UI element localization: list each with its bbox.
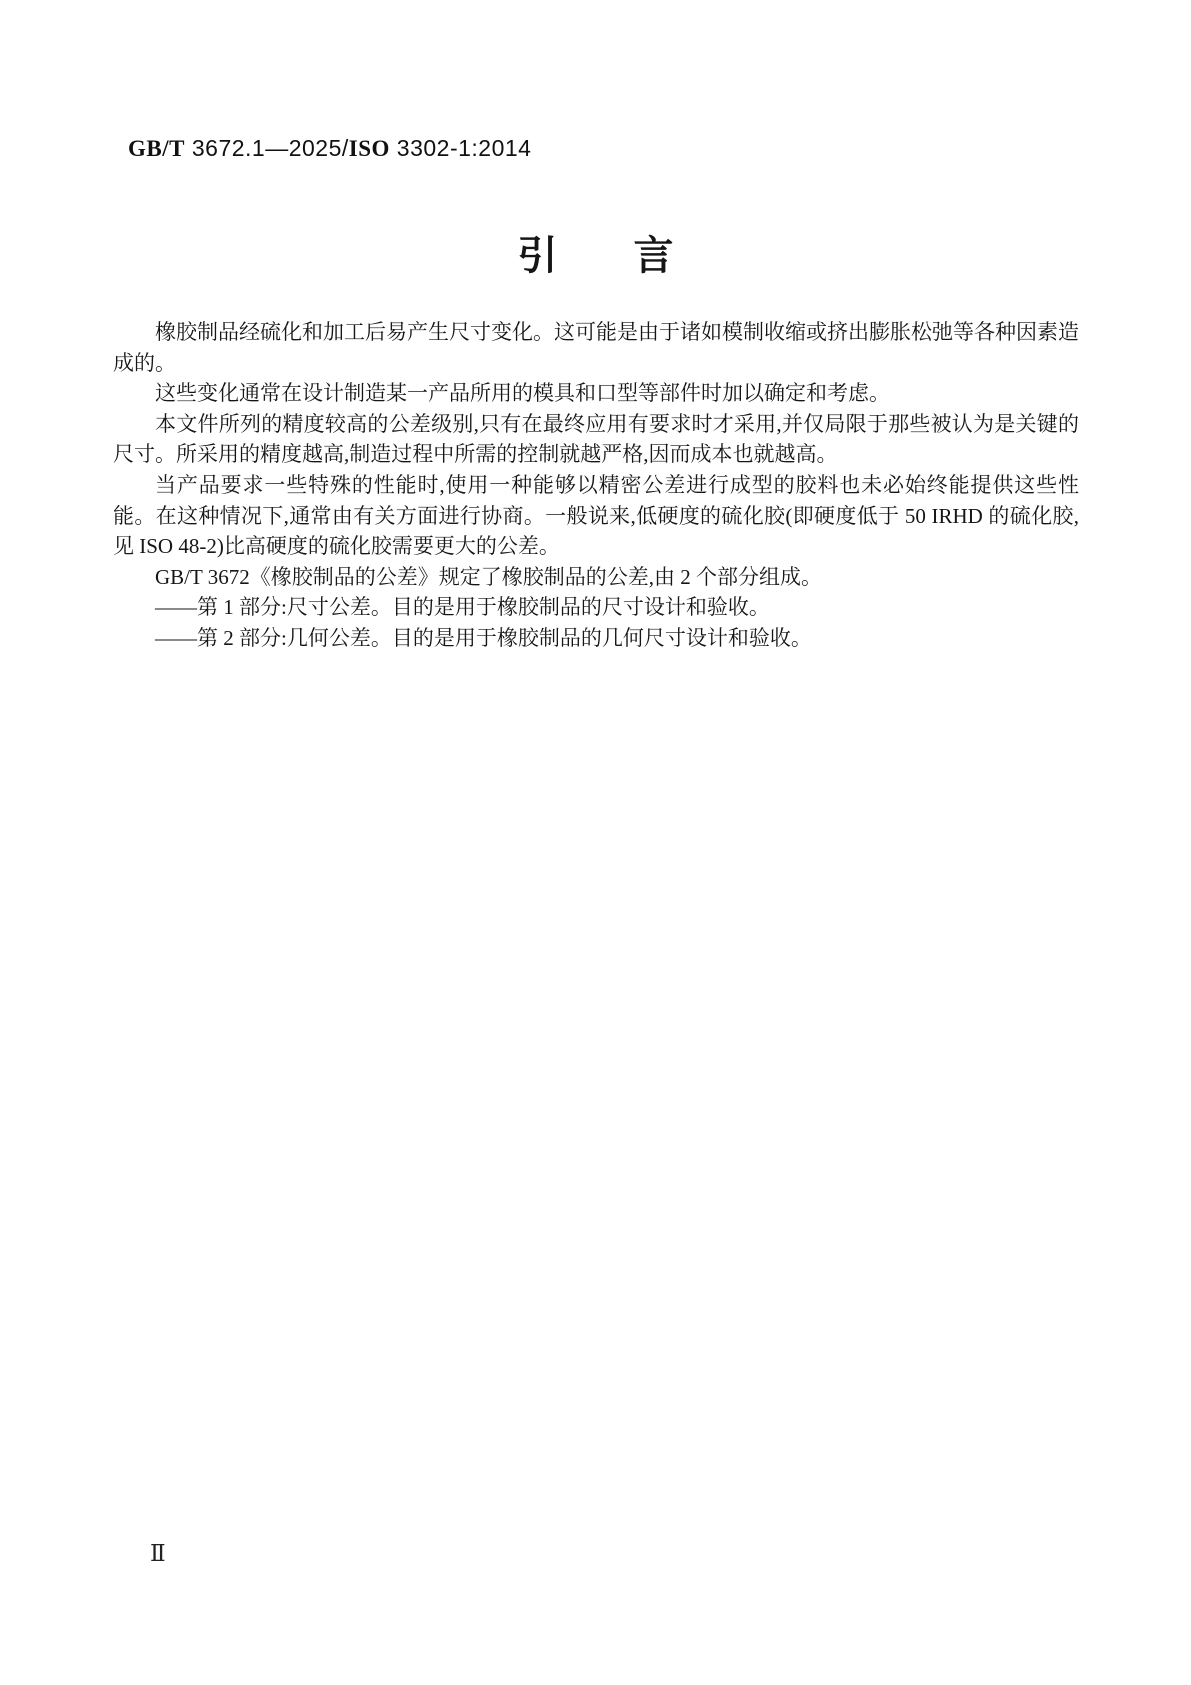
gb-standard-prefix: GB/T: [128, 136, 185, 161]
paragraph: GB/T 3672《橡胶制品的公差》规定了橡胶制品的公差,由 2 个部分组成。: [155, 564, 822, 589]
paragraph: 当产品要求一些特殊的性能时,使用一种能够以精密公差进行成型的胶料也未必始终能提供这些性能。在这种情况下,通常由有关方面进行协商。一般说来,低硬度的硫化胶(即硬度低于 50 IRHD 的硫化胶,见 ISO 48-2)比高硬度的硫化胶需要更大的公差。: [113, 472, 1079, 559]
standard-separator: /: [341, 135, 349, 161]
title-char-1: 引: [517, 234, 558, 278]
page-title: [0, 224, 1191, 281]
introduction-body: [113, 317, 1079, 654]
iso-standard-number: 3302-1:2014: [396, 135, 532, 161]
paragraph: 这些变化通常在设计制造某一产品所用的模具和口型等部件时加以确定和考虑。: [155, 381, 890, 406]
iso-standard-prefix: ISO: [348, 136, 390, 161]
list-item-part-2: ——第 2 部分:几何公差。目的是用于橡胶制品的几何尺寸设计和验收。: [155, 625, 812, 650]
paragraph: 橡胶制品经硫化和加工后易产生尺寸变化。这可能是由于诸如模制收缩或挤出膨胀松弛等各种因素造成的。: [113, 320, 1079, 375]
standard-number-header: [128, 135, 531, 162]
title-char-2: 言: [633, 234, 674, 278]
paragraph: 本文件所列的精度较高的公差级别,只有在最终应用有要求时才采用,并仅局限于那些被认为是关键的尺寸。所采用的精度越高,制造过程中所需的控制就越严格,因而成本也就越高。: [113, 411, 1079, 467]
page-number: Ⅱ: [150, 1541, 166, 1566]
gb-standard-number: 3672.1—2025: [191, 135, 342, 161]
list-item-part-1: ——第 1 部分:尺寸公差。目的是用于橡胶制品的尺寸设计和验收。: [155, 595, 770, 620]
